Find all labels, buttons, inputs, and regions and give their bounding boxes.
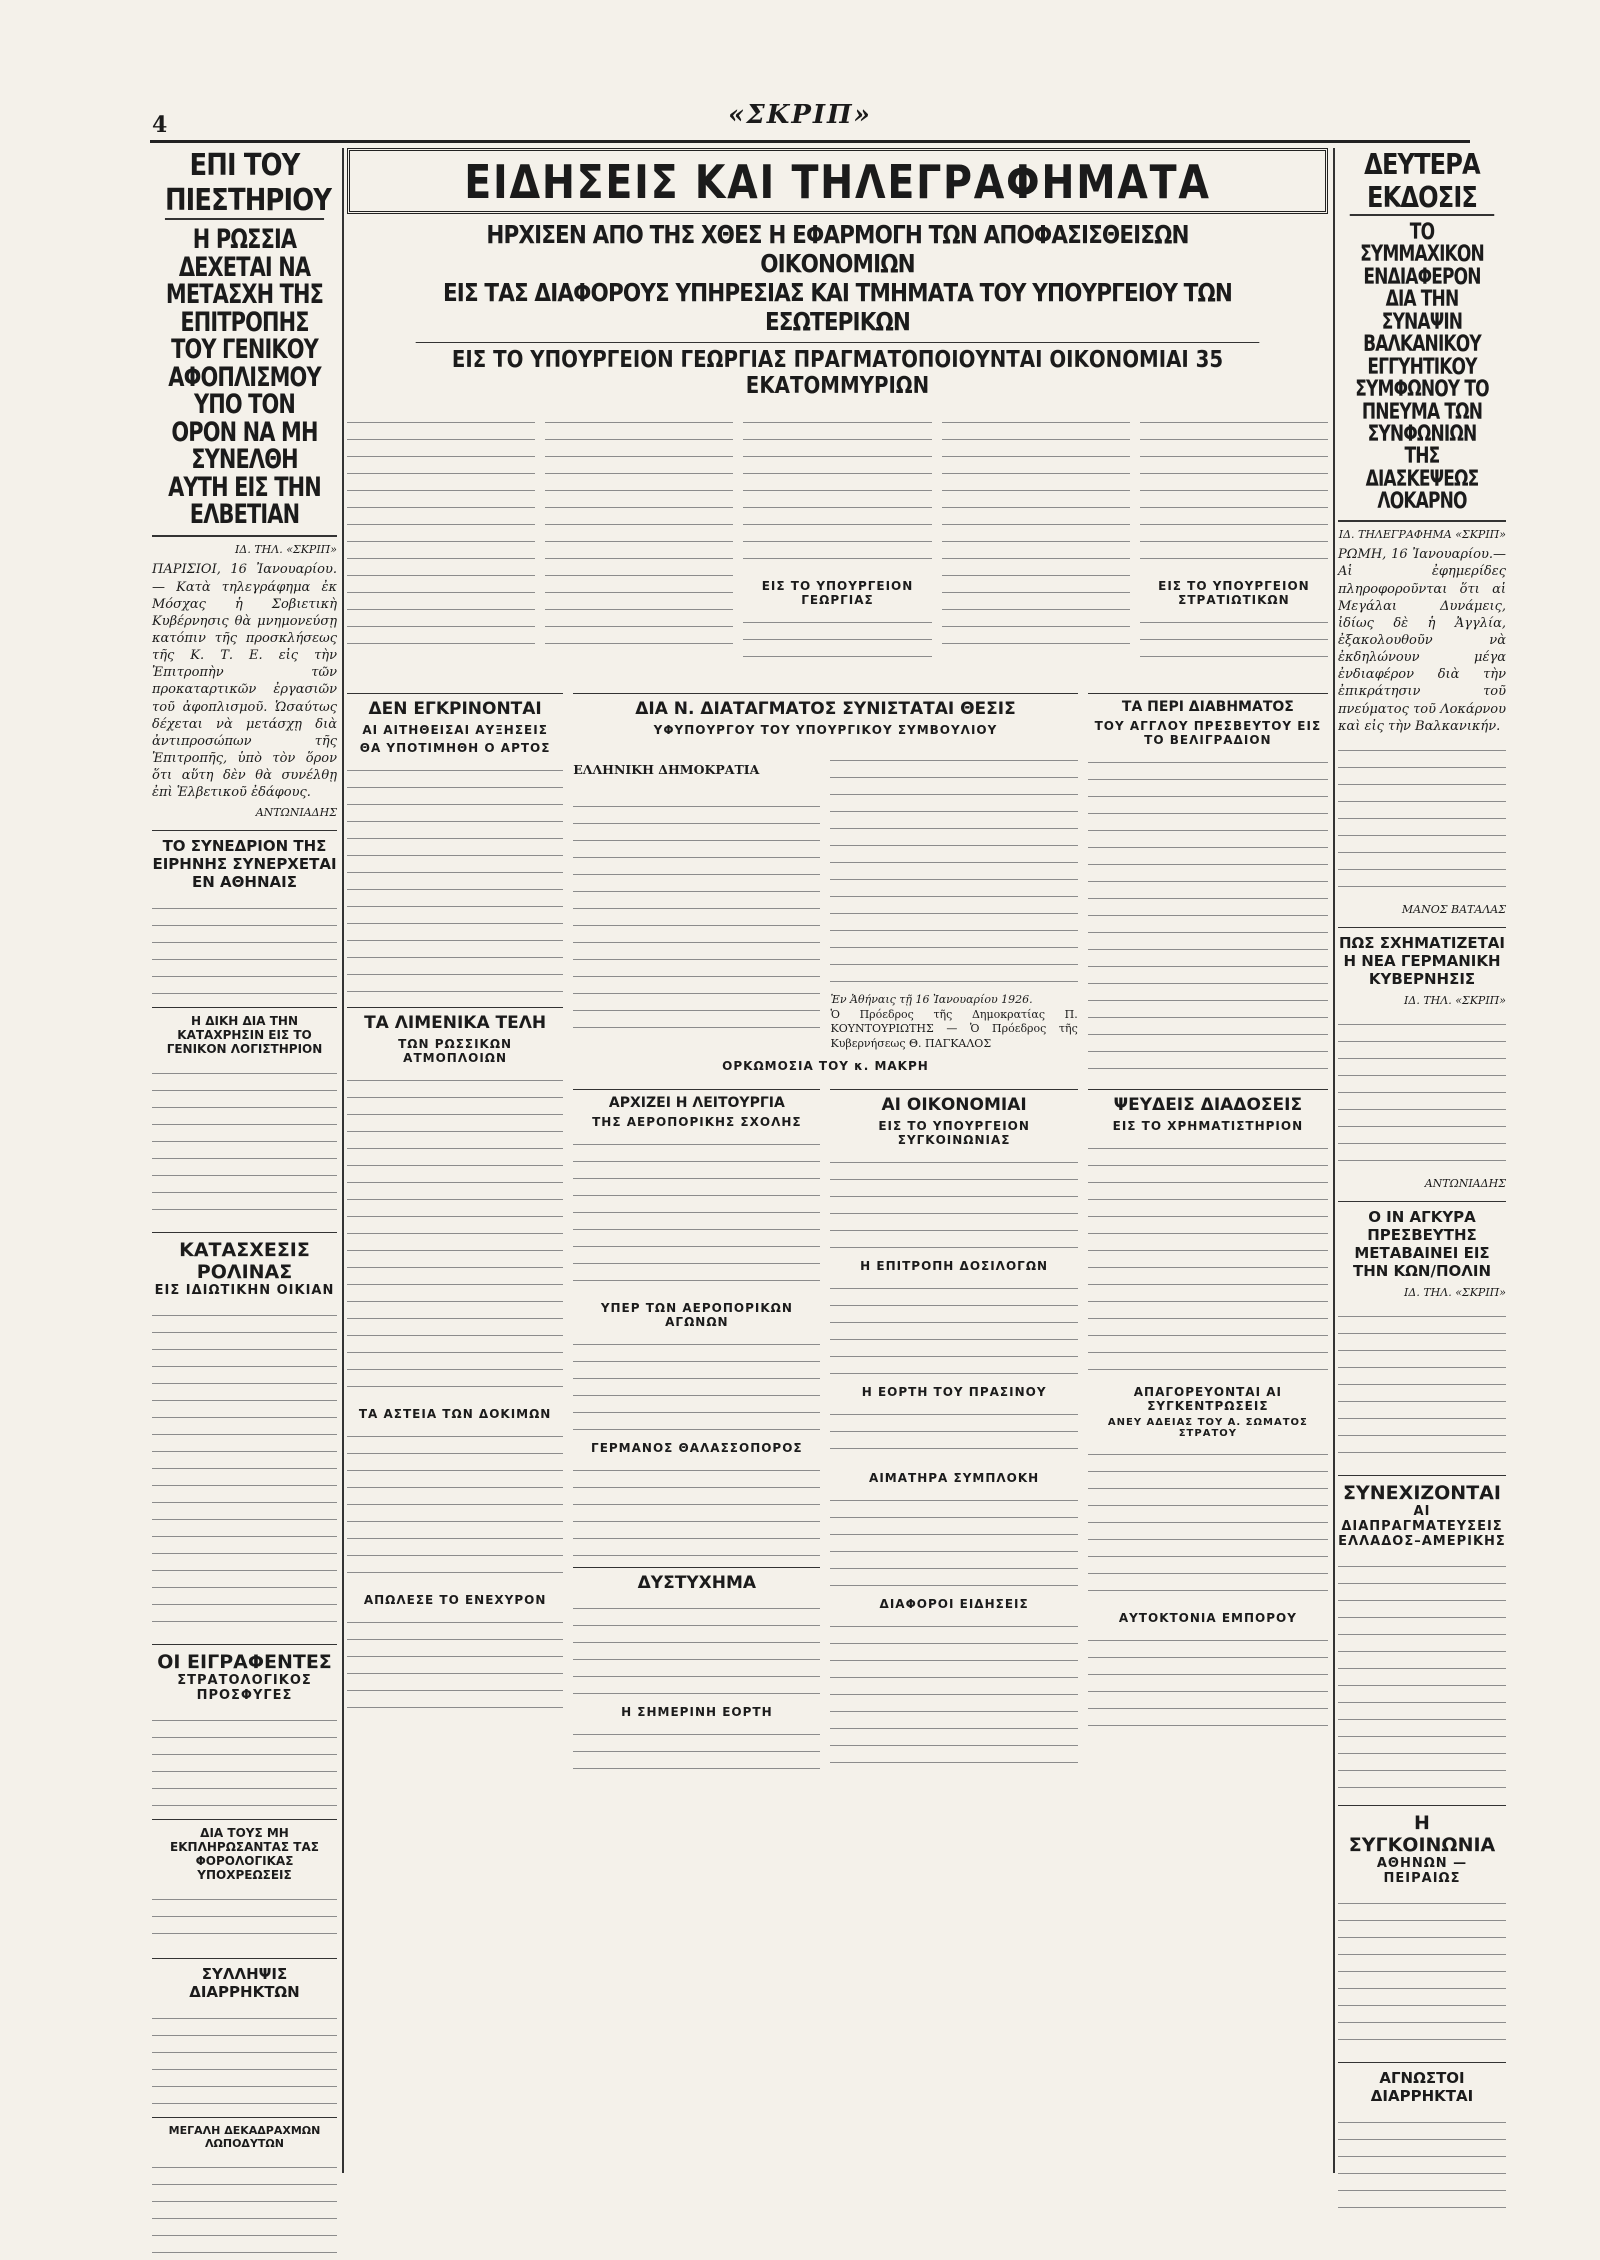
s3-headline: ΤΑ ΠΕΡΙ ΔΙΑΒΗΜΑΤΟΣ (1088, 693, 1328, 715)
center-row-2 (347, 685, 1328, 1787)
left-article-7-text (152, 2007, 337, 2107)
right-lead-headline: ΤΟ ΣΥΜΜΑΧΙΚΟΝ ΕΝΔΙΑΦΕΡΟΝ ΔΙΑ ΤΗΝ ΣΥΝΑΨΙΝ ΒΑΛΚΑΝΙΚΟΥ ΕΓΓΥΗΤΙΚΟΥ ΣΥΜΦΩΝΟΥ ΤΟ ΠΝΕΥΜΑ ΤΩΝ ΣΥΝΦΩΝΙΩΝ ΤΗΣ ΔΙΑΣΚΕΨΕΩΣ ΛΟΚΑΡΝΟ (1355, 220, 1489, 515)
left-headline-3: Η ΔΙΚΗ ΔΙΑ ΤΗΝ ΚΑΤΑΧΡΗΣΙΝ ΕΙΣ ΤΟ ΓΕΝΙΚΟΝ ΛΟΓΙΣΤΗΡΙΟΝ (152, 1007, 337, 1056)
s12-headline: ΑΠΑΓΟΡΕΥΟΝΤΑΙ ΑΙ ΣΥΓΚΕΝΤΡΩΣΕΙΣ (1133, 1385, 1282, 1413)
left-article-8-text (152, 2156, 337, 2256)
main-story-col-2 (545, 407, 733, 675)
center-banner-title: ΕΙΔΗΣΕΙΣ ΚΑΙ ΤΗΛΕΓΡΑΦΗΜΑΤΑ (464, 155, 1211, 209)
sub-georgias: ΕΙΣ ΤΟ ΥΠΟΥΡΓΕΙΟΝ ΓΕΩΡΓΙΑΣ (761, 579, 914, 607)
s18-headline: ΔΙΑΦΟΡΟΙ ΕΙΔΗΣΕΙΣ (879, 1597, 1029, 1612)
s19-headline: ΑΥΤΟΚΤΟΝΙΑ ΕΜΠΟΡΟΥ (1118, 1611, 1297, 1625)
s4-sub: ΤΩΝ ΡΩΣΣΙΚΩΝ ΑΤΜΟΠΛΟΙΩΝ (398, 1037, 513, 1065)
s14-headline: ΑΙΜΑΤΗΡΑ ΣΥΜΠΛΟΚΗ (869, 1471, 1040, 1486)
right-lead-text: ΡΩΜΗ, 16 Ἰανουαρίου.— Αἱ ἐφημερίδες πληροφοροῦνται ὅτι αἱ Μεγάλαι Δυνάμεις, ἰδίως δὲ ἡ Ἀγγλία, ἐξακολουθοῦν νὰ ἐκδηλώνουν μέγα ἐνδιαφέρον διὰ τὴν ἐπικράτησιν τοῦ πνεύματος τοῦ Λοκάρνου καὶ εἰς τὴν Βαλκανικήν. (1338, 547, 1506, 734)
left-headline-7: ΣΥΛΛΗΨΙΣ ΔΙΑΡΡΗΚΤΩΝ (152, 1958, 337, 2001)
left-headline-2: ΤΟ ΣΥΝΕΔΡΙΟΝ ΤΗΣ ΕΙΡΗΝΗΣ ΣΥΝΕΡΧΕΤΑΙ ΕΝ ΑΘΗΝΑΙΣ (152, 830, 337, 891)
right-headline-5-sub: ΑΘΗΝΩΝ — ΠΕΙΡΑΙΩΣ (1376, 1855, 1468, 1886)
left-article-5-text (152, 1709, 337, 1809)
main-story-col-3 (743, 407, 931, 675)
s2-signers: Ὁ Πρόεδρος τῆς Δημοκρατίας Π. ΚΟΥΝΤΟΥΡΙΩΤΗΣ — Ὁ Πρόεδρος τῆς Κυβερνήσεως Θ. ΠΑΓΚΑΛΟΣ (830, 1007, 1078, 1050)
right-column-banner: ΔΕΥΤΕΡΑ ΕΚΔΟΣΙΣ (1350, 148, 1494, 216)
column-divider-left (342, 148, 344, 2173)
right-headline-2: ΠΩΣ ΣΧΗΜΑΤΙΖΕΤΑΙ Η ΝΕΑ ΓΕΡΜΑΝΙΚΗ ΚΥΒΕΡΝΗΣΙΣ (1338, 927, 1506, 988)
page-number: 4 (152, 112, 168, 138)
left-lead-headline: Η ΡΩΣΣΙΑ ΔΕΧΕΤΑΙ ΝΑ ΜΕΤΑΣΧΗ ΤΗΣ ΕΠΙΤΡΟΠΗΣ ΤΟΥ ΓΕΝΙΚΟΥ ΑΦΟΠΛΙΣΜΟΥ ΥΠΟ ΤΟΝ ΟΡΟΝ ΝΑ ΜΗ ΣΥΝΕΛΘΗ ΑΥΤΗ ΕΙΣ ΤΗΝ ΕΛΒΕΤΙΑΝ (165, 224, 324, 531)
left-headline-8: ΜΕΓΑΛΗ ΔΕΚΑΔΡΑΧΜΩΝ ΛΩΠΟΔΥΤΩΝ (152, 2117, 337, 2150)
s1-headline: ΔΕΝ ΕΓΚΡΙΝΟΝΤΑΙ (347, 693, 563, 719)
s8-sub: ΕΙΣ ΤΟ ΧΡΗΜΑΤΙΣΤΗΡΙΟΝ (1112, 1119, 1304, 1133)
s17-headline: ΔΥΣΤΥΧΗΜΑ (573, 1567, 820, 1593)
center-main-headline (347, 220, 1328, 399)
right-headline-5 (1338, 1805, 1506, 1886)
newspaper-masthead: «ΣΚΡΙΠ» (728, 100, 872, 130)
column-divider-right (1333, 148, 1335, 2173)
left-headline-5-main: ΟΙ ΕΙΓΡΑΦΕΝΤΕΣ (157, 1651, 332, 1674)
left-article-4-text (152, 1304, 337, 1634)
left-lead-byline: ΙΔ. ΤΗΛ. «ΣΚΡΙΠ» (235, 542, 337, 556)
main-headline-line-2: ΕΙΣ ΤΑΣ ΔΙΑΦΟΡΟΥΣ ΥΠΗΡΕΣΙΑΣ ΚΑΙ ΤΜΗΜΑΤΑ ΤΟΥ ΥΠΟΥΡΓΕΙΟΥ ΤΩΝ ΕΣΩΤΕΡΙΚΩΝ (442, 278, 1233, 336)
left-headline-6: ΔΙΑ ΤΟΥΣ ΜΗ ΕΚΠΛΗΡΩΣΑΝΤΑΣ ΤΑΣ ΦΟΡΟΛΟΓΙΚΑΣ ΥΠΟΧΡΕΩΣΕΙΣ (152, 1819, 337, 1882)
top-rule (150, 140, 1470, 143)
s9-headline: Η ΕΠΙΤΡΟΠΗ ΔΟΣΙΛΟΓΩΝ (860, 1259, 1049, 1274)
center-banner (347, 148, 1328, 214)
s2-headline: ΔΙΑ Ν. ΔΙΑΤΑΓΜΑΤΟΣ ΣΥΝΙΣΤΑΤΑΙ ΘΕΣΙΣ (573, 693, 1078, 719)
s7-sub: ΕΙΣ ΤΟ ΥΠΟΥΡΓΕΙΟΝ ΣΥΓΚΟΙΝΩΝΙΑΣ (878, 1119, 1030, 1148)
s4-headline: ΤΑ ΛΙΜΕΝΙΚΑ ΤΕΛΗ (347, 1007, 563, 1033)
right-lead-byline: ΙΔ. ΤΗΛΕΓΡΑΦΗΜΑ «ΣΚΡΙΠ» (1338, 527, 1506, 541)
center-r2-col-2 (573, 685, 1078, 1787)
s2-dateline: Ἐν Ἀθήναις τῇ 16 Ἰανουαρίου 1926. (830, 993, 1033, 1006)
s7-headline: ΑΙ ΟΙΚΟΝΟΜΙΑΙ (830, 1089, 1077, 1115)
right-headline-4 (1338, 1475, 1506, 1549)
s11-headline: Η ΕΟΡΤΗ ΤΟΥ ΠΡΑΣΙΝΟΥ (861, 1385, 1047, 1400)
right-headline-6: ΑΓΝΩΣΤΟΙ ΔΙΑΡΡΗΚΤΑΙ (1338, 2062, 1506, 2105)
left-article-3-text (152, 1062, 337, 1222)
left-headline-4-sub: ΕΙΣ ΙΔΙΩΤΙΚΗΝ ΟΙΚΙΑΝ (154, 1283, 335, 1299)
left-headline-4 (152, 1232, 337, 1298)
right-headline-4-sub: ΑΙ ΔΙΑΠΡΑΓΜΑΤΕΥΣΕΙΣ ΕΛΛΑΔΟΣ–ΑΜΕΡΙΚΗΣ (1338, 1503, 1506, 1549)
s13-headline: ΤΑ ΑΣΤΕΙΑ ΤΩΝ ΔΟΚΙΜΩΝ (358, 1407, 552, 1421)
left-article-2-text (152, 897, 337, 997)
left-headline-5 (152, 1644, 337, 1703)
main-headline-line-3: ΕΙΣ ΤΟ ΥΠΟΥΡΓΕΙΟΝ ΓΕΩΡΓΙΑΣ ΠΡΑΓΜΑΤΟΠΟΙΟΥΝΤΑΙ ΟΙΚΟΝΟΜΙΑΙ 35 ΕΚΑΤΟΜΜΥΡΙΩΝ (416, 342, 1260, 399)
left-lead-text: ΠΑΡΙΣΙΟΙ, 16 Ἰανουαρίου.— Κατὰ τηλεγράφημα ἐκ Μόσχας ἡ Σοβιετικὴ Κυβέρνησις θὰ μνημονεύσῃ κατόπιν τῆς προσκλήσεως τῆς Κ. Τ. Ε. εἰς τὴν Ἐπιτροπὴν τῶν προκαταρτικῶν ἐργασιῶν τοῦ ἀφοπλισμοῦ. Ὡσαύτως δέχεται νὰ μετάσχῃ διὰ ἀντιπροσώπων τῆς Ἐπιτροπῆς, ὑπὸ τὸν ὅρον ὅτι αὕτη δὲν θὰ συνέλθῃ ἐπὶ Ἑλβετικοῦ ἐδάφους. (152, 562, 337, 801)
main-story-col-1 (347, 407, 535, 675)
s6-sub: ΤΗΣ ΑΕΡΟΠΟΡΙΚΗΣ ΣΧΟΛΗΣ (592, 1115, 802, 1130)
s1-sub2: ΘΑ ΥΠΟΤΙΜΗΘΗ Ο ΑΡΤΟΣ (359, 741, 551, 755)
main-headline-line-1: ΗΡΧΙΣΕΝ ΑΠΟ ΤΗΣ ΧΘΕΣ Η ΕΦΑΡΜΟΓΗ ΤΩΝ ΑΠΟΦΑΣΙΣΘΕΙΣΩΝ ΟΙΚΟΝΟΜΙΩΝ (486, 220, 1189, 278)
left-headline-5-sub: ΣΤΡΑΤΟΛΟΓΙΚΟΣ ΠΡΟΣΦΥΓΕΣ (177, 1673, 312, 1704)
s20-headline: Η ΣΗΜΕΡΙΝΗ ΕΟΡΤΗ (621, 1705, 773, 1720)
right-h2-byline: ΙΔ. ΤΗΛ. «ΣΚΡΙΠ» (1404, 994, 1506, 1008)
s15-headline: ΓΕΡΜΑΝΟΣ ΘΑΛΑΣΣΟΠΟΡΟΣ (591, 1441, 803, 1456)
main-story-col-5 (1140, 407, 1328, 675)
s6-headline: ΑΡΧΙΖΕΙ Η ΛΕΙΤΟΥΡΓΙΑ (573, 1089, 820, 1111)
left-column (152, 148, 337, 2260)
right-headline-4-main: ΣΥΝΕΧΙΖΟΝΤΑΙ (1343, 1481, 1501, 1504)
right-h2-sign: ΑΝΤΩΝΙΑΔΗΣ (1424, 1176, 1506, 1190)
left-column-banner: ΕΠΙ ΤΟΥ ΠΙΕΣΤΗΡΙΟΥ (164, 148, 332, 218)
center-r2-col-3 (1088, 685, 1328, 1787)
right-h3-byline: ΙΔ. ΤΗΛ. «ΣΚΡΙΠ» (1404, 1286, 1506, 1300)
s1-sub: ΑΙ ΑΙΤΗΘΕΙΣΑΙ ΑΥΞΗΣΕΙΣ (362, 723, 548, 737)
s5-headline: ΟΡΚΩΜΟΣΙΑ ΤΟΥ κ. ΜΑΚΡΗ (722, 1059, 929, 1074)
left-lead-article (152, 148, 337, 537)
sub-stratiotikon: ΕΙΣ ΤΟ ΥΠΟΥΡΓΕΙΟΝ ΣΤΡΑΤΙΩΤΙΚΩΝ (1158, 579, 1310, 607)
right-lead-article (1338, 148, 1506, 522)
s2-dem: ΕΛΛΗΝΙΚΗ ΔΗΜΟΚΡΑΤΙΑ (573, 761, 760, 777)
s16-headline: ΑΠΩΛΕΣΕ ΤΟ ΕΝΕΧΥΡΟΝ (363, 1593, 547, 1607)
right-column (1338, 148, 1506, 2215)
right-lead-sign: ΜΑΝΟΣ ΒΑΤΑΛΑΣ (1401, 902, 1506, 916)
main-story-columns (347, 407, 1328, 675)
s8-headline: ΨΕΥΔΕΙΣ ΔΙΑΔΟΣΕΙΣ (1088, 1089, 1328, 1115)
s10-headline: ΥΠΕΡ ΤΩΝ ΑΕΡΟΠΟΡΙΚΩΝ ΑΓΩΝΩΝ (600, 1301, 793, 1330)
right-headline-5-main: Η ΣΥΓΚΟΙΝΩΝΙΑ (1348, 1811, 1496, 1856)
left-lead-sign: ΑΝΤΩΝΙΑΔΗΣ (255, 805, 337, 819)
left-headline-4-main: ΚΑΤΑΣΧΕΣΙΣ ΡΟΛΙΝΑΣ (179, 1239, 310, 1284)
center-r2-col-1 (347, 685, 563, 1787)
left-article-6-text (152, 1888, 337, 1948)
s2-sub: ΥΦΥΠΟΥΡΓΟΥ ΤΟΥ ΥΠΟΥΡΓΙΚΟΥ ΣΥΜΒΟΥΛΙΟΥ (653, 723, 998, 737)
main-story-col-4 (942, 407, 1130, 675)
center-section (347, 148, 1328, 1787)
s12-sub: ΑΝΕΥ ΑΔΕΙΑΣ ΤΟΥ Α. ΣΩΜΑΤΟΣ ΣΤΡΑΤΟΥ (1107, 1417, 1308, 1439)
right-headline-3: Ο ΙΝ ΑΓΚΥΡΑ ΠΡΕΣΒΕΥΤΗΣ ΜΕΤΑΒΑΙΝΕΙ ΕΙΣ ΤΗΝ ΚΩΝ/ΠΟΛΙΝ (1338, 1201, 1506, 1280)
s3-sub: ΤΟΥ ΑΓΓΛΟΥ ΠΡΕΣΒΕΥΤΟΥ ΕΙΣ ΤΟ ΒΕΛΙΓΡΑΔΙΟΝ (1094, 719, 1322, 747)
